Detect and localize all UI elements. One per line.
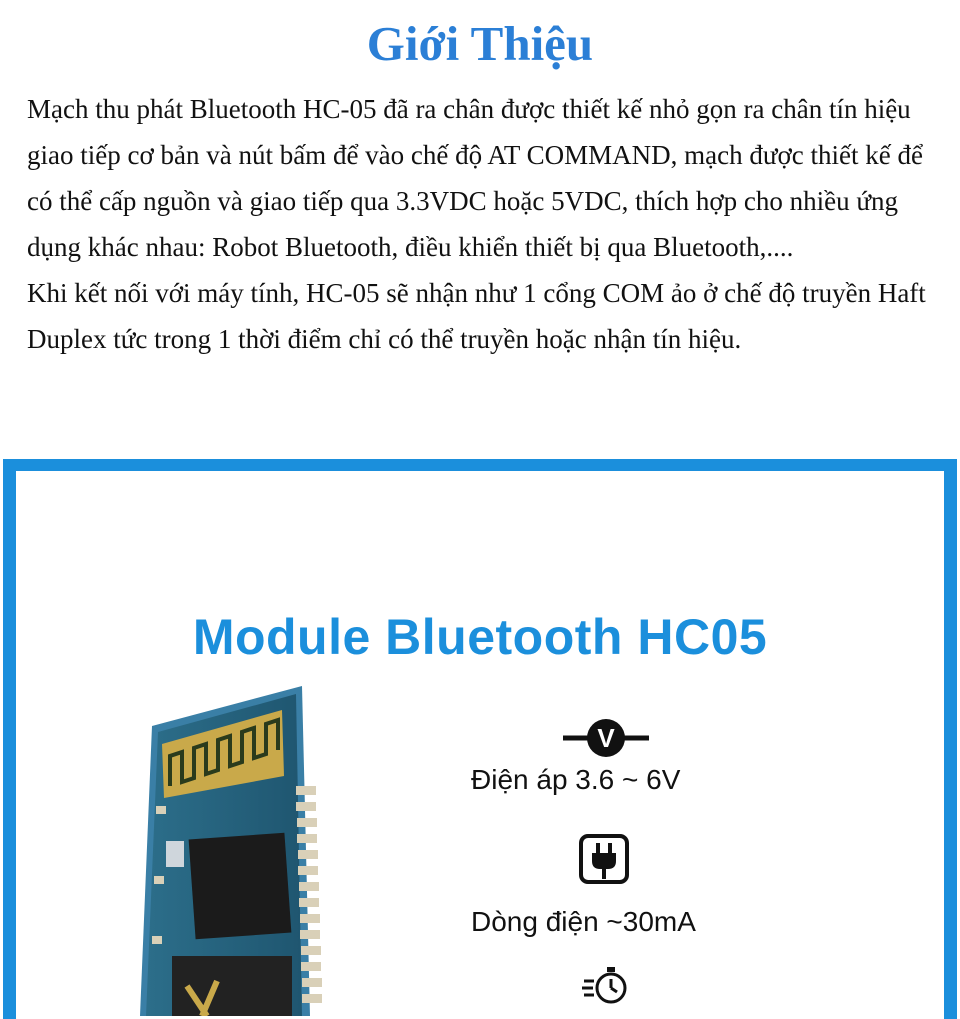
intro-text xyxy=(27,86,947,362)
voltage-spec: Điện áp 3.6 ~ 6V xyxy=(471,764,681,795)
svg-text:V: V xyxy=(597,723,615,753)
hc05-module-image xyxy=(132,686,332,1016)
voltmeter-icon xyxy=(563,716,649,760)
power-plug-icon xyxy=(578,833,630,885)
product-banner xyxy=(3,459,957,1019)
current-spec: Dòng điện ~30mA xyxy=(471,906,696,937)
stopwatch-speed-icon xyxy=(582,965,628,1005)
banner-title: Module Bluetooth HC05 xyxy=(192,609,768,665)
intro-paragraph: Khi kết nối với máy tính, HC-05 sẽ nhận như 1 cổng COM ảo ở chế độ truyền Haft Duplex tức trong 1 thời điểm chỉ có thể truyền hoặc nhận tín hiệu. xyxy=(27,278,926,354)
banner-panel xyxy=(16,471,944,1019)
page-title: Giới Thiệu xyxy=(366,16,594,71)
intro-paragraph: Mạch thu phát Bluetooth HC-05 đã ra chân được thiết kế nhỏ gọn ra chân tín hiệu giao tiếp cơ bản và nút bấm để vào chế độ AT COMMAND, mạch được thiết kế để có thể cấp nguồn và giao tiếp qua 3.3VDC hoặc 5VDC, thích hợp cho nhiều ứng dụng khác nhau: Robot Bluetooth, điều khiển thiết bị qua Bluetooth,.... xyxy=(27,94,923,262)
